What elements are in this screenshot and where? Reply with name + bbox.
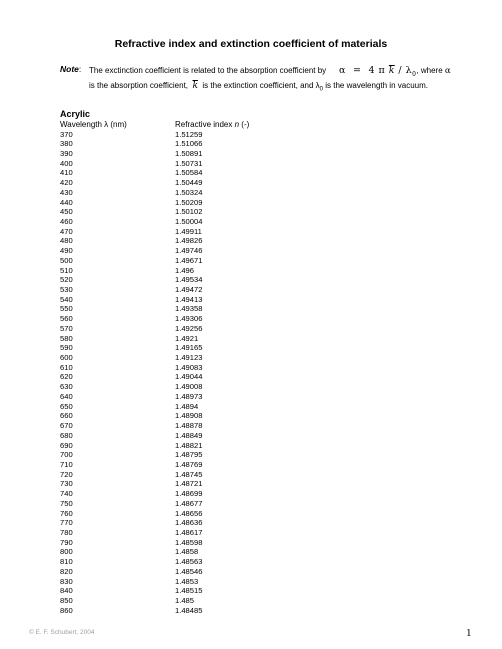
refractive-index-cell: 1.50324 xyxy=(175,187,203,197)
wavelength-cell: 370 xyxy=(60,129,73,139)
wavelength-cell: 520 xyxy=(60,275,73,285)
wavelength-cell: 770 xyxy=(60,518,73,528)
refractive-index-cell: 1.49044 xyxy=(175,372,203,382)
wavelength-cell: 700 xyxy=(60,450,73,460)
wavelength-cell: 530 xyxy=(60,285,73,294)
refractive-index-cell: 1.50731 xyxy=(175,158,203,168)
refractive-index-cell: 1.49746 xyxy=(175,246,203,256)
wavelength-cell: 720 xyxy=(60,469,73,479)
wavelength-cell: 640 xyxy=(60,391,73,401)
wavelength-cell: 840 xyxy=(60,586,73,596)
refractive-index-cell: 1.4894 xyxy=(175,401,199,411)
page-number: 1 xyxy=(466,627,472,639)
refractive-index-cell: 1.48849 xyxy=(175,430,203,440)
refractive-index-cell: 1.48598 xyxy=(175,537,203,547)
refractive-index-cell: 1.48563 xyxy=(175,557,203,567)
note-text-2c: is the wavelength in vacuum. xyxy=(325,81,428,90)
refractive-index-cell: 1.48769 xyxy=(175,459,203,469)
note-label: Note: xyxy=(60,64,82,74)
wavelength-cell: 410 xyxy=(60,168,73,178)
wavelength-cell: 450 xyxy=(60,207,73,217)
wavelength-cell: 850 xyxy=(60,596,73,605)
wavelength-cell: 590 xyxy=(60,343,73,353)
note-line-1 xyxy=(89,65,451,78)
note-line-2 xyxy=(89,81,428,93)
refractive-index-cell: 1.48878 xyxy=(175,421,203,431)
refractive-index-cell: 1.48656 xyxy=(175,508,203,518)
refractive-index-cell: 1.49826 xyxy=(175,236,203,246)
wavelength-cell: 670 xyxy=(60,421,73,431)
refractive-index-cell: 1.49413 xyxy=(175,294,203,304)
refractive-index-cell: 1.48546 xyxy=(175,566,203,576)
refractive-index-cell: 1.49671 xyxy=(175,255,203,265)
refractive-index-cell: 1.49534 xyxy=(175,275,203,285)
refractive-index-cell: 1.48821 xyxy=(175,440,203,450)
wavelength-cell: 550 xyxy=(60,304,73,314)
refractive-index-cell: 1.49358 xyxy=(175,304,203,314)
column-header-refractive-index: Refractive index n (-) xyxy=(175,120,250,129)
refractive-index-cell: 1.49083 xyxy=(175,362,203,372)
refractive-index-cell: 1.49008 xyxy=(175,382,203,392)
refractive-index-cell: 1.4921 xyxy=(175,333,199,343)
refractive-index-cell: 1.51066 xyxy=(175,139,203,149)
page-title: Refractive index and extinction coefficient of materials xyxy=(114,38,388,50)
refractive-index-cell: 1.48721 xyxy=(175,479,203,489)
wavelength-cell: 460 xyxy=(60,216,73,226)
wavelength-cell: 800 xyxy=(60,547,73,557)
wavelength-cell: 560 xyxy=(60,314,73,324)
wavelength-cell: 760 xyxy=(60,508,73,518)
wavelength-cell: 650 xyxy=(60,401,73,411)
wavelength-cell: 810 xyxy=(60,557,73,567)
wavelength-cell: 660 xyxy=(60,411,73,421)
note-text-1b: , where xyxy=(416,66,443,75)
note-text-2b: is the extinction coefficient, and xyxy=(202,81,314,90)
wavelength-cell: 600 xyxy=(60,353,73,363)
wavelength-cell: 610 xyxy=(60,362,73,372)
wavelength-cell: 680 xyxy=(60,430,73,440)
refractive-index-cell: 1.50209 xyxy=(175,197,203,207)
refractive-index-cell: 1.50449 xyxy=(175,178,203,188)
refractive-index-cell: 1.48795 xyxy=(175,450,203,460)
refractive-index-cell: 1.50004 xyxy=(175,216,203,226)
refractive-index-cell: 1.48908 xyxy=(175,411,203,421)
refractive-index-cell: 1.48485 xyxy=(175,605,203,615)
wavelength-cell: 730 xyxy=(60,479,73,489)
absorption-formula: α = 4 π $\overline{k} / \lambda_0$ xyxy=(338,65,417,78)
refractive-index-cell: 1.49306 xyxy=(175,314,203,324)
column-header-wavelength: Wavelength λ (nm) xyxy=(60,120,127,129)
alpha-symbol: α xyxy=(444,66,451,76)
wavelength-cell: 580 xyxy=(60,333,73,343)
refractive-index-cell: 1.48677 xyxy=(175,498,203,508)
wavelength-cell: 400 xyxy=(60,158,73,168)
lambda-symbol: $\lambda_0$ xyxy=(315,81,324,93)
note-text-1a: The exctinction coefficient is related to the absorption coefficient by xyxy=(89,66,327,75)
wavelength-cell: 430 xyxy=(60,187,73,197)
wavelength-cell: 620 xyxy=(60,372,73,382)
wavelength-cell: 860 xyxy=(60,605,73,615)
wavelength-cell: 380 xyxy=(60,139,73,149)
wavelength-cell: 780 xyxy=(60,527,73,537)
wavelength-cell: 490 xyxy=(60,246,73,256)
refractive-index-cell: 1.50102 xyxy=(175,207,203,217)
refractive-index-cell: 1.49256 xyxy=(175,323,203,333)
wavelength-cell: 510 xyxy=(60,265,73,275)
note-text-2a: is the absorption coefficient, xyxy=(89,81,189,90)
wavelength-cell: 470 xyxy=(60,226,73,236)
wavelength-cell: 630 xyxy=(60,382,73,392)
refractive-index-cell: 1.485 xyxy=(175,596,195,605)
k-symbol: $\overline{k}$ xyxy=(192,81,198,91)
copyright-footer: © E. F. Schubert, 2004 xyxy=(29,629,95,636)
wavelength-cell: 710 xyxy=(60,459,73,469)
refractive-index-cell: 1.50584 xyxy=(175,168,203,178)
wavelength-cell: 820 xyxy=(60,566,73,576)
wavelength-cell: 440 xyxy=(60,197,73,207)
refractive-index-cell: 1.48636 xyxy=(175,518,203,528)
wavelength-cell: 480 xyxy=(60,236,73,246)
wavelength-cell: 500 xyxy=(60,255,73,265)
wavelength-cell: 690 xyxy=(60,440,73,450)
refractive-index-cell: 1.50891 xyxy=(175,148,203,158)
refractive-index-cell: 1.49123 xyxy=(175,353,203,363)
wavelength-cell: 570 xyxy=(60,323,73,333)
wavelength-cell: 390 xyxy=(60,148,73,158)
refractive-index-cell: 1.496 xyxy=(175,265,195,275)
wavelength-cell: 790 xyxy=(60,537,73,547)
wavelength-cell: 740 xyxy=(60,489,73,499)
refractive-index-cell: 1.49165 xyxy=(175,343,203,353)
refractive-index-cell: 1.51259 xyxy=(175,129,203,139)
wavelength-cell: 540 xyxy=(60,294,73,304)
refractive-index-cell: 1.48973 xyxy=(175,391,203,401)
wavelength-cell: 420 xyxy=(60,178,73,188)
refractive-index-cell: 1.49911 xyxy=(175,226,202,236)
refractive-index-cell: 1.48745 xyxy=(175,469,203,479)
wavelength-cell: 830 xyxy=(60,576,73,586)
refractive-index-cell: 1.48617 xyxy=(175,527,203,537)
wavelength-cell: 750 xyxy=(60,498,73,508)
refractive-index-cell: 1.49472 xyxy=(175,285,203,294)
refractive-index-cell: 1.4858 xyxy=(175,547,199,557)
refractive-index-cell: 1.48515 xyxy=(175,586,203,596)
refractive-index-cell: 1.4853 xyxy=(175,576,199,586)
material-heading: Acrylic xyxy=(60,109,91,119)
refractive-index-cell: 1.48699 xyxy=(175,489,203,499)
